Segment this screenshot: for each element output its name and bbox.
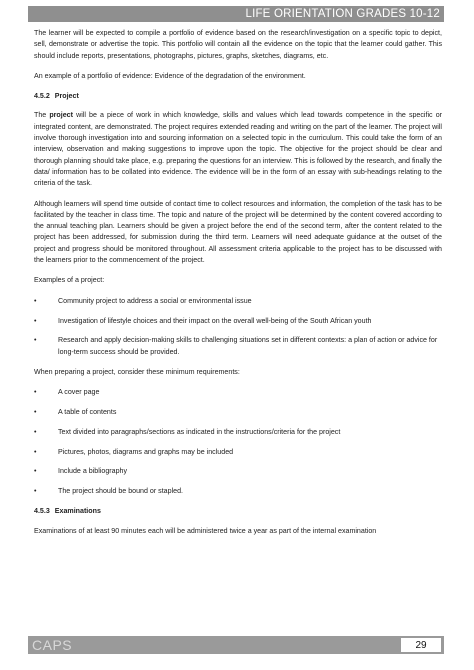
list-item	[34, 447, 442, 458]
document-title: LIFE ORIENTATION GRADES 10-12	[245, 8, 440, 20]
list-item	[34, 296, 442, 307]
list-item-text: A table of contents	[58, 407, 117, 416]
list-item-text: Community project to address a social or environmental issue	[58, 296, 252, 305]
page-number-box	[401, 638, 441, 652]
footer-bar	[28, 636, 444, 654]
section-title: Examinations	[54, 507, 101, 516]
list-item	[34, 335, 442, 358]
bullet-icon: •	[34, 387, 37, 396]
bullet-icon: •	[34, 316, 37, 325]
text-run: The	[34, 111, 50, 120]
examples-list	[34, 296, 442, 358]
list-item	[34, 427, 442, 438]
examples-intro: Examples of a project:	[34, 276, 105, 285]
text-run: will be a piece of work in which knowledge, skills and values which lead towards competence in the specific or integrated content, are demonstrated. The project requires extended reading and writing on the part of the learner. The project will involve thorough investigation into and sourcing information on a selected topic in the curriculum. This could take the form of an interview, observation and making suggestions to improve upon the topic. The objective for the project should be clear and thorough planning should take place, e.g. preparing the questions for an interview. This is followed by the research, and finally the data/ information has to be collated into evidence. The evidence will be in the form of an essay with sub-headings relating to the criteria of the task.	[34, 111, 442, 188]
paragraph-portfolio-example: An example of a portfolio of evidence: Evidence of the degradation of the environment.	[34, 71, 306, 80]
requirements-list	[34, 387, 442, 498]
list-item	[34, 316, 442, 327]
bold-term-project: project	[49, 111, 73, 120]
page-content	[34, 28, 442, 546]
bullet-icon: •	[34, 427, 37, 436]
section-number: 4.5.2	[34, 92, 50, 101]
bullet-icon: •	[34, 336, 37, 345]
list-item	[34, 407, 442, 418]
list-item	[34, 486, 442, 497]
requirements-intro: When preparing a project, consider these minimum requirements:	[34, 367, 240, 376]
list-item-text: Text divided into paragraphs/sections as indicated in the instructions/criteria for the project	[58, 427, 341, 436]
list-item-text: Investigation of lifestyle choices and their impact on the overall well-being of the South African youth	[58, 316, 372, 325]
header-bar	[28, 6, 444, 22]
footer-label: CAPS	[32, 637, 73, 653]
section-title: Project	[54, 92, 79, 101]
bullet-icon: •	[34, 467, 37, 476]
page-number: 29	[415, 639, 427, 651]
bullet-icon: •	[34, 296, 37, 305]
bullet-icon: •	[34, 407, 37, 416]
paragraph-project-guidance: Although learners will spend time outside of contact time to collect resources and information, the completion of the task has to be facilitated by the teacher in class time. The topic and nature of the project will be determined by the content covered according to the annual teaching plan. Learners should be given a project before the end of the second term, after the content related to the project has been addressed, for submission during the third term. Learners will need adequate guidance at the outset of the project and progress should be monitored throughout. All assessment criteria applicable to the project has to be discussed with the learners prior to the commencement of the project.	[34, 199, 442, 265]
list-item	[34, 387, 442, 398]
paragraph-portfolio: The learner will be expected to compile a portfolio of evidence based on the research/investigation on a specific topic to depict, sell, demonstrate or advertise the topic. This portfolio will contain all the evidence on the topic that the learner could gather. This should include reports, presentations, photographs, pictures, graphs, sketches, diagrams, etc.	[34, 29, 442, 60]
bullet-icon: •	[34, 447, 37, 456]
paragraph-examinations: Examinations of at least 90 minutes each will be administered twice a year as part of the internal examination	[34, 526, 377, 535]
list-item-text: A cover page	[58, 387, 100, 396]
paragraph-project-definition	[34, 110, 442, 189]
list-item-text: Research and apply decision-making skills to challenging situations set in different contexts: a plan of action or advice for long-term success should be provided.	[58, 336, 438, 356]
list-item-text: Pictures, photos, diagrams and graphs may be included	[58, 447, 234, 456]
list-item	[34, 466, 442, 477]
bullet-icon: •	[34, 487, 37, 496]
section-heading-examinations	[34, 506, 442, 517]
section-heading-project	[34, 91, 442, 102]
list-item-text: Include a bibliography	[58, 467, 128, 476]
section-number: 4.5.3	[34, 507, 50, 516]
list-item-text: The project should be bound or stapled.	[58, 487, 184, 496]
